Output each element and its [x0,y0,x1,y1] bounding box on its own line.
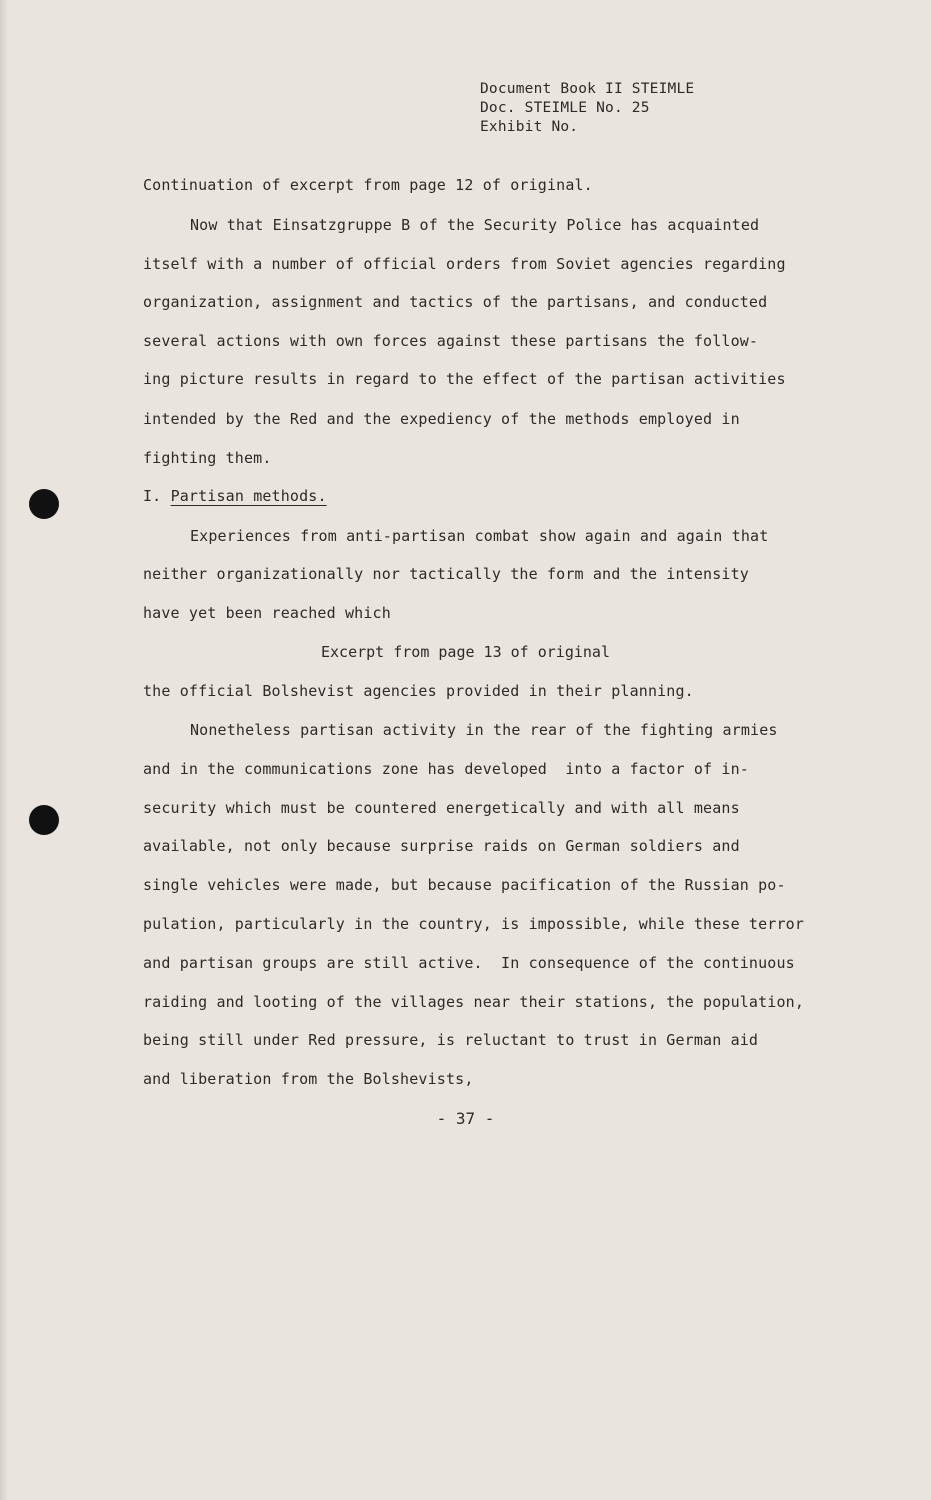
para3-line-5: single vehicles were made, but because pacification of the Russian po- [143,876,786,894]
para2-line-1: Experiences from anti-partisan combat show again and again that [190,527,769,545]
para3-line-9: being still under Red pressure, is reluctant to trust in German aid [143,1031,759,1049]
para1-line-5: ing picture results in regard to the effect of the partisan activities [143,370,786,388]
para2-line-2: neither organizationally nor tactically the form and the intensity [143,565,749,583]
para1-line-1: Now that Einsatzgruppe B of the Security Police has acquainted [190,216,760,234]
document-number-label: Doc. STEIMLE No. 25 [480,100,650,116]
page-number: - 37 - [436,1109,495,1128]
para2-line-3: have yet been reached which [143,604,391,622]
section-heading [143,487,327,505]
section-number: I. [143,487,162,505]
para3-line-2: and in the communications zone has developed into a factor of in- [143,760,749,778]
para3-line-7: and partisan groups are still active. In consequence of the continuous [143,954,795,972]
excerpt-heading: Excerpt from page 13 of original [321,643,610,661]
para3-line-3: security which must be countered energetically and with all means [143,799,740,817]
punch-hole-bottom [29,805,59,835]
para1-line-2: itself with a number of official orders from Soviet agencies regarding [143,255,786,273]
para1-line-4: several actions with own forces against these partisans the follow- [143,332,759,350]
para3-line-8: raiding and looting of the villages near their stations, the population, [143,993,805,1011]
exhibit-number-label: Exhibit No. [480,119,579,135]
para3-line-10: and liberation from the Bolshevists, [143,1070,474,1088]
punch-hole-top [29,489,59,519]
para3-line-4: available, not only because surprise raids on German soldiers and [143,837,740,855]
document-book-label: Document Book II STEIMLE [480,81,695,97]
para1-line-6: intended by the Red and the expediency of the methods employed in [143,410,740,428]
para3-line-6: pulation, particularly in the country, is impossible, while these terror [143,915,805,933]
page-edge-shadow [0,0,8,1500]
intro-line: Continuation of excerpt from page 12 of original. [143,176,593,194]
section-title: Partisan methods. [170,487,327,505]
para1-line-7: fighting them. [143,449,272,467]
para2-continuation: the official Bolshevist agencies provided in their planning. [143,682,694,700]
document-header [480,80,694,137]
para1-line-3: organization, assignment and tactics of the partisans, and conducted [143,293,768,311]
para3-line-1: Nonetheless partisan activity in the rear of the fighting armies [190,721,778,739]
